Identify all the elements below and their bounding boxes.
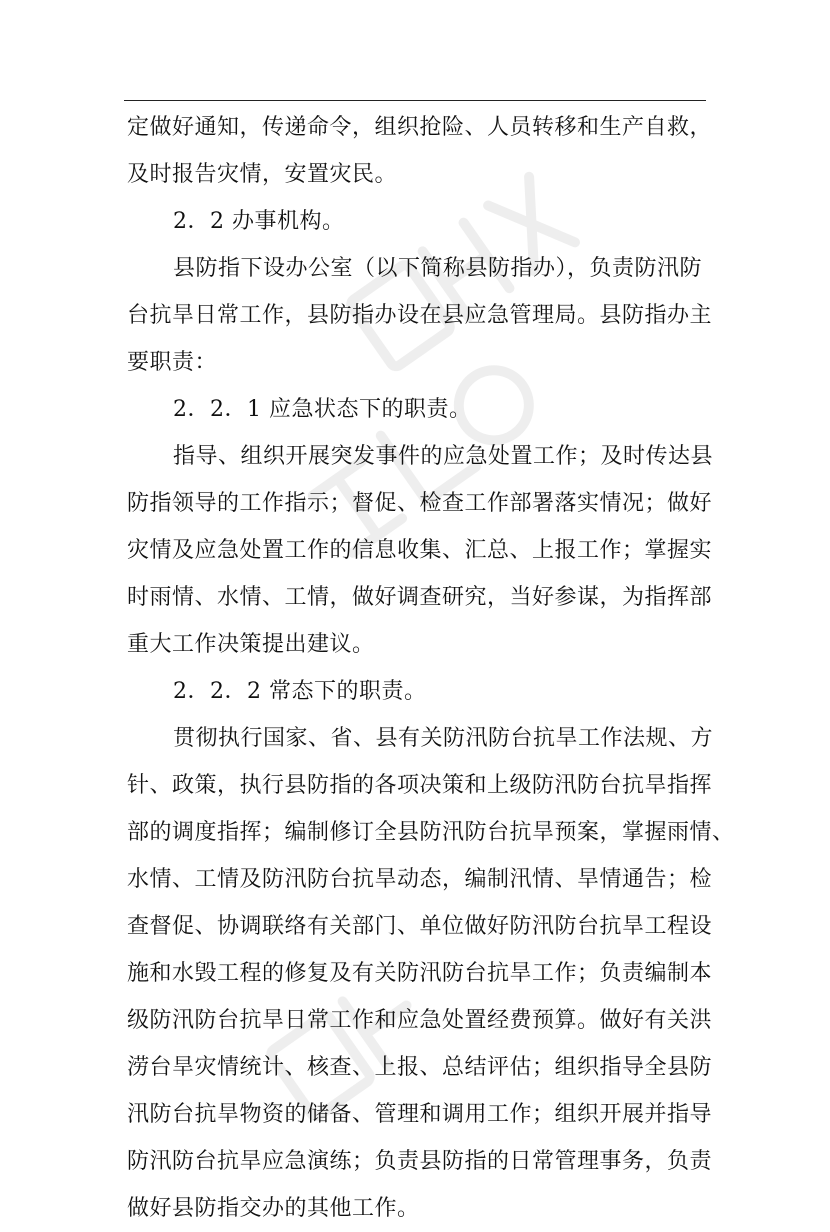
paragraph-line: 做好县防指交办的其他工作。 <box>127 1196 420 1221</box>
paragraph-line: 针、政策，执行县防指的各项决策和上级防汛防台抗旱指挥 <box>127 773 713 798</box>
document-body <box>127 104 735 1232</box>
paragraph-line: 施和水毁工程的修复及有关防汛防台抗旱工作；负责编制本 <box>127 961 713 986</box>
paragraph-line: 查督促、协调联络有关部门、单位做好防汛防台抗旱工程设 <box>127 914 713 939</box>
paragraph-line: 定做好通知，传递命令，组织抢险、人员转移和生产自救， <box>127 115 713 140</box>
paragraph-line: 及时报告灾情，安置灾民。 <box>127 162 398 187</box>
paragraph-line: 贯彻执行国家、省、县有关防汛防台抗旱工作法规、方 <box>173 726 714 751</box>
paragraph-line: 指导、组织开展突发事件的应急处置工作；及时传达县 <box>173 444 714 469</box>
paragraph-line: 涝台旱灾情统计、核查、上报、总结评估；组织指导全县防 <box>127 1055 713 1080</box>
header-rule <box>124 100 706 101</box>
paragraph-line: 水情、工情及防汛防台抗旱动态，编制汛情、旱情通告；检 <box>127 867 713 892</box>
paragraph-line: 防指领导的工作指示；督促、检查工作部署落实情况；做好 <box>127 491 713 516</box>
paragraph-line: 台抗旱日常工作，县防指办设在县应急管理局。县防指办主 <box>127 303 713 328</box>
section-heading-2-2-1: 2．2．1 应急状态下的职责。 <box>173 397 472 422</box>
paragraph-line: 要职责： <box>127 350 218 375</box>
paragraph-line: 时雨情、水情、工情，做好调查研究，当好参谋，为指挥部 <box>127 585 713 610</box>
paragraph-line: 县防指下设办公室（以下简称县防指办），负责防汛防 <box>173 256 703 281</box>
paragraph-line: 汛防台抗旱物资的储备、管理和调用工作；组织开展并指导 <box>127 1102 713 1127</box>
paragraph-line: 灾情及应急处置工作的信息收集、汇总、上报工作；掌握实 <box>127 538 713 563</box>
paragraph-line: 部的调度指挥；编制修订全县防汛防台抗旱预案，掌握雨情、 <box>127 820 735 845</box>
section-heading-2-2: 2．2 办事机构。 <box>173 209 345 234</box>
paragraph-line: 防汛防台抗旱应急演练；负责县防指的日常管理事务，负责 <box>127 1149 713 1174</box>
paragraph-line: 重大工作决策提出建议。 <box>127 632 375 657</box>
paragraph-line: 级防汛防台抗旱日常工作和应急处置经费预算。做好有关洪 <box>127 1008 713 1033</box>
section-heading-2-2-2: 2．2．2 常态下的职责。 <box>173 679 427 704</box>
